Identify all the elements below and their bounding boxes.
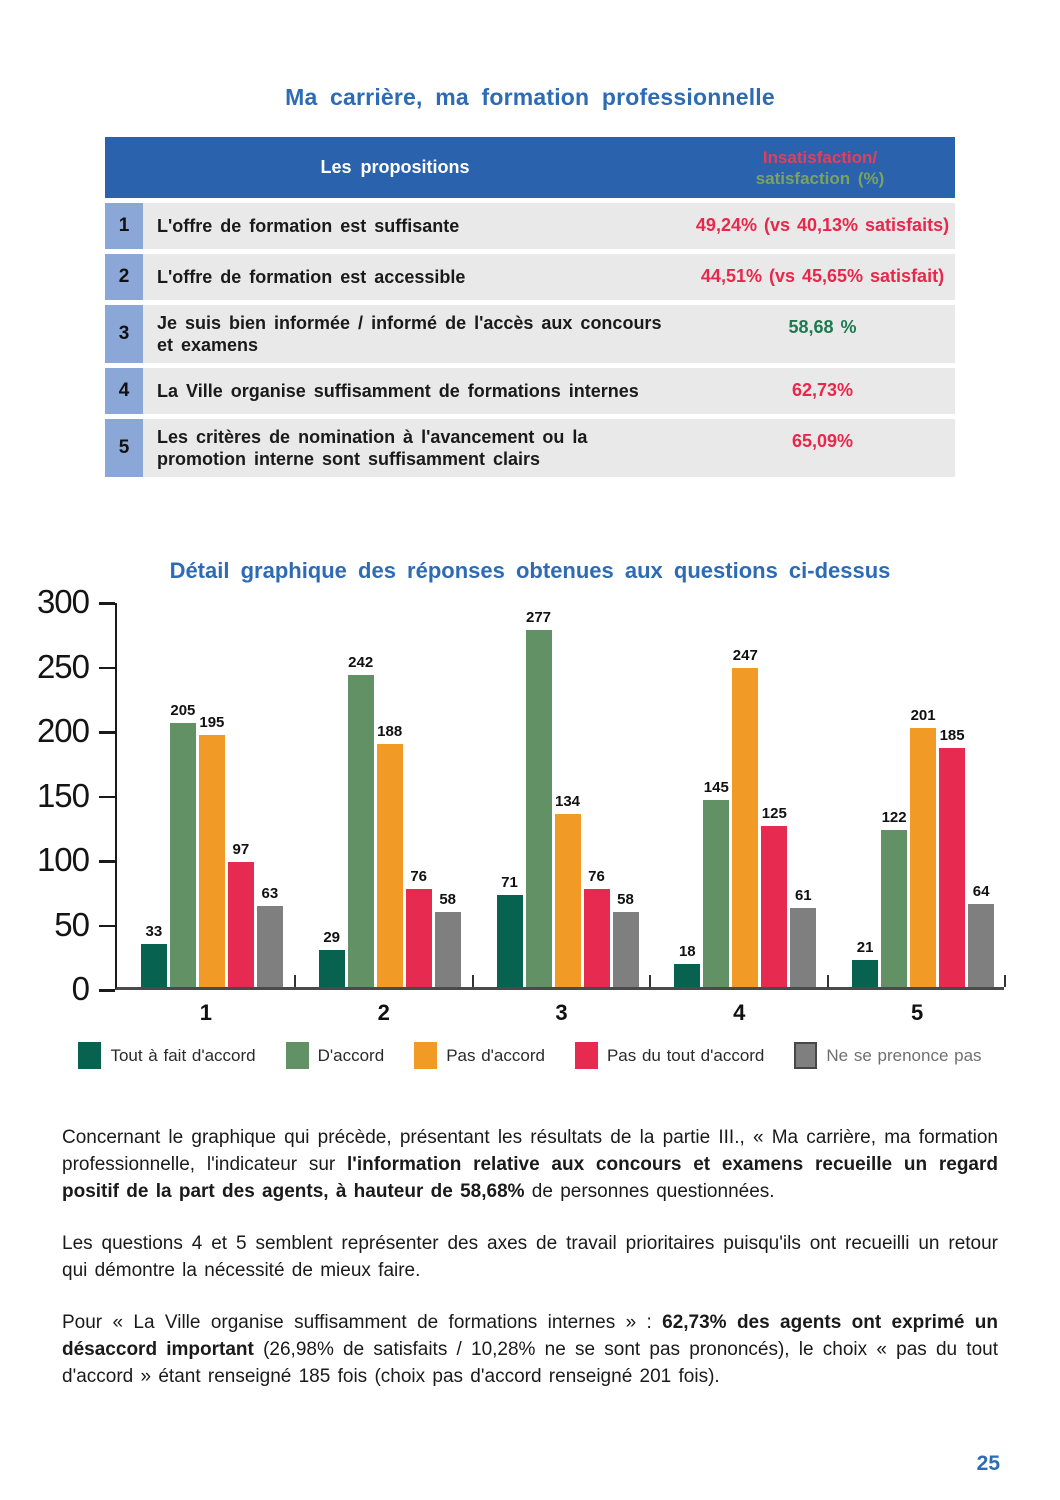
x-category-label: 3 xyxy=(555,1000,568,1025)
table-body xyxy=(105,203,955,477)
bar-value-label: 64 xyxy=(972,883,990,901)
header-col-propositions: Les propositions xyxy=(320,157,470,177)
paragraph-segment: (26,98% de satisfaits / 10,28% ne se sont pas prononcés), le choix « pas du tout d'accord » étant renseigné 185 fois (choix pas d'accord renseigné 201 fois). xyxy=(62,1339,999,1387)
row-text-label: Je suis bien informée / informé de l'accès aux concours et examens xyxy=(157,313,662,355)
table-row xyxy=(105,419,955,477)
y-axis-label: 50 xyxy=(54,905,89,943)
bar-value-label: 76 xyxy=(588,867,605,885)
y-axis-tick xyxy=(99,860,115,863)
bar xyxy=(497,895,523,987)
bar xyxy=(170,723,196,987)
bar xyxy=(852,960,878,987)
y-axis-tick xyxy=(99,731,115,734)
bar xyxy=(761,826,787,987)
bar xyxy=(703,800,729,987)
x-category-label: 4 xyxy=(733,1000,746,1025)
bar xyxy=(199,735,225,987)
bar xyxy=(881,830,907,987)
paragraph-segment: Concernant le graphique qui précède, présentant les résultats de la partie III., « Ma carrière, ma formation professionnelle, l'indicateur sur xyxy=(62,1127,998,1175)
table-row xyxy=(105,305,955,363)
bar xyxy=(674,964,700,987)
y-axis-tick xyxy=(99,667,115,670)
paragraph xyxy=(62,1230,998,1284)
y-axis-tick xyxy=(99,925,115,928)
x-category-label: 1 xyxy=(199,1000,213,1025)
propositions-table xyxy=(105,137,955,477)
y-axis-label: 300 xyxy=(36,583,89,620)
y-axis-label: 150 xyxy=(36,776,89,814)
legend-label: Pas du tout d'accord xyxy=(606,1045,765,1065)
paragraph-segment: Les questions 4 et 5 semblent représenter des axes de travail prioritaires puisqu'ils ont recueilli un retour qui démontre la nécessité de mieux faire. xyxy=(62,1233,998,1281)
header-satisfaction-label: satisfaction (%) xyxy=(755,168,885,188)
row-text-label: La Ville organise suffisamment de formations internes xyxy=(157,381,639,401)
bar-value-label: 61 xyxy=(794,887,812,905)
table-header xyxy=(105,137,955,198)
legend-item xyxy=(414,1042,545,1069)
row-number: 5 xyxy=(105,419,143,477)
bar-value-label: 97 xyxy=(232,840,250,858)
bar-value-label: 125 xyxy=(761,804,787,822)
bar xyxy=(939,748,965,987)
y-axis-label: 100 xyxy=(36,841,89,878)
row-number: 1 xyxy=(105,203,143,249)
table-row xyxy=(105,368,955,414)
legend-swatch xyxy=(414,1042,437,1069)
x-axis-tick xyxy=(1004,975,1006,987)
bar-value-label: 21 xyxy=(856,938,874,956)
paragraph-segment: de personnes questionnées. xyxy=(524,1181,775,1202)
legend-label: Ne se prenonce pas xyxy=(826,1045,982,1065)
bar-value-label: 58 xyxy=(439,891,457,909)
row-number: 3 xyxy=(105,305,143,363)
bar xyxy=(348,675,374,987)
legend-swatch xyxy=(78,1042,101,1069)
y-axis-tick xyxy=(99,602,115,605)
bar-value-label: 242 xyxy=(348,653,374,671)
bar xyxy=(435,912,461,987)
bar xyxy=(613,912,639,987)
legend-label: Tout à fait d'accord xyxy=(110,1045,256,1065)
paragraph xyxy=(62,1309,998,1390)
row-value: 62,73% xyxy=(791,380,854,400)
row-number: 4 xyxy=(105,368,143,414)
bar-value-label: 205 xyxy=(170,701,196,719)
row-text-label: Les critères de nomination à l'avancement ou la promotion interne sont suffisamment clairs xyxy=(157,427,588,469)
bar-value-label: 247 xyxy=(732,647,758,665)
legend-swatch xyxy=(794,1042,817,1069)
legend-swatch xyxy=(575,1042,598,1069)
bar-value-label: 33 xyxy=(145,923,163,941)
bar xyxy=(257,906,283,987)
bar xyxy=(555,814,581,987)
legend-label: D'accord xyxy=(317,1045,385,1065)
x-category-label: 5 xyxy=(910,1000,924,1025)
x-category-label: 2 xyxy=(377,1000,390,1025)
bar-chart xyxy=(36,583,1004,1025)
y-axis-label: 0 xyxy=(71,970,89,1007)
paragraph-segment: Pour « La Ville organise suffisamment de formations internes » : xyxy=(62,1312,663,1333)
bar-value-label: 134 xyxy=(554,793,581,811)
chart-legend xyxy=(0,1042,1060,1069)
row-number: 2 xyxy=(105,254,143,300)
row-value: 49,24% (vs 40,13% satisfaits) xyxy=(695,215,950,235)
page-title: Ma carrière, ma formation professionnelle xyxy=(285,84,775,110)
table-row xyxy=(105,203,955,249)
bar xyxy=(732,668,758,987)
bar xyxy=(228,862,254,987)
y-axis-label: 200 xyxy=(36,712,89,749)
legend-item xyxy=(575,1042,764,1069)
paragraph xyxy=(62,1124,998,1205)
bar-value-label: 71 xyxy=(501,874,518,892)
row-value: 58,68 % xyxy=(788,317,857,337)
bar-value-label: 58 xyxy=(617,891,634,909)
header-insatisfaction-label: Insatisfaction/ xyxy=(762,147,878,167)
body-text xyxy=(62,1124,998,1415)
bar xyxy=(968,904,994,987)
row-text-label: L'offre de formation est accessible xyxy=(157,267,466,287)
y-axis-tick xyxy=(99,989,115,992)
legend-item xyxy=(286,1042,385,1069)
bar xyxy=(141,944,167,987)
legend-swatch xyxy=(286,1042,309,1069)
bar-value-label: 145 xyxy=(703,778,729,796)
x-axis-tick xyxy=(294,975,296,987)
x-axis-tick xyxy=(827,975,829,987)
bar-value-label: 76 xyxy=(410,867,428,885)
bar-value-label: 185 xyxy=(939,727,965,745)
bar-value-label: 29 xyxy=(323,928,341,946)
page-number: 25 xyxy=(976,1452,1000,1475)
bar-value-label: 122 xyxy=(881,808,907,826)
bar xyxy=(319,950,345,987)
paragraph-bold-segment: l'information relative aux concours et examens recueille un regard positif de la part des agents, à hauteur de 58,68% xyxy=(62,1154,998,1202)
header-col-score xyxy=(685,137,955,198)
bar xyxy=(910,728,936,987)
y-axis-label: 250 xyxy=(36,647,89,685)
legend-label: Pas d'accord xyxy=(446,1045,545,1065)
bar-value-label: 63 xyxy=(261,884,279,902)
x-axis-tick xyxy=(472,975,474,987)
row-text-label: L'offre de formation est suffisante xyxy=(157,216,460,236)
legend-item xyxy=(78,1042,255,1069)
bar-value-label: 195 xyxy=(199,714,225,732)
chart-title: Détail graphique des réponses obtenues aux questions ci-dessus xyxy=(169,558,891,583)
table-row xyxy=(105,254,955,300)
y-axis-tick xyxy=(99,796,115,799)
bar-value-label: 188 xyxy=(377,723,403,741)
row-value: 44,51% (vs 45,65% satisfait) xyxy=(700,266,945,286)
row-value: 65,09% xyxy=(791,431,854,451)
bar-value-label: 277 xyxy=(525,608,552,626)
paragraph-bold-segment: 62,73% des agents ont exprimé un désaccord important xyxy=(62,1312,998,1360)
legend-item xyxy=(794,1042,981,1069)
x-axis-tick xyxy=(649,975,651,987)
bar xyxy=(377,744,403,987)
bar-value-label: 201 xyxy=(910,706,936,724)
bar-value-label: 18 xyxy=(678,942,696,960)
bar xyxy=(790,908,816,987)
